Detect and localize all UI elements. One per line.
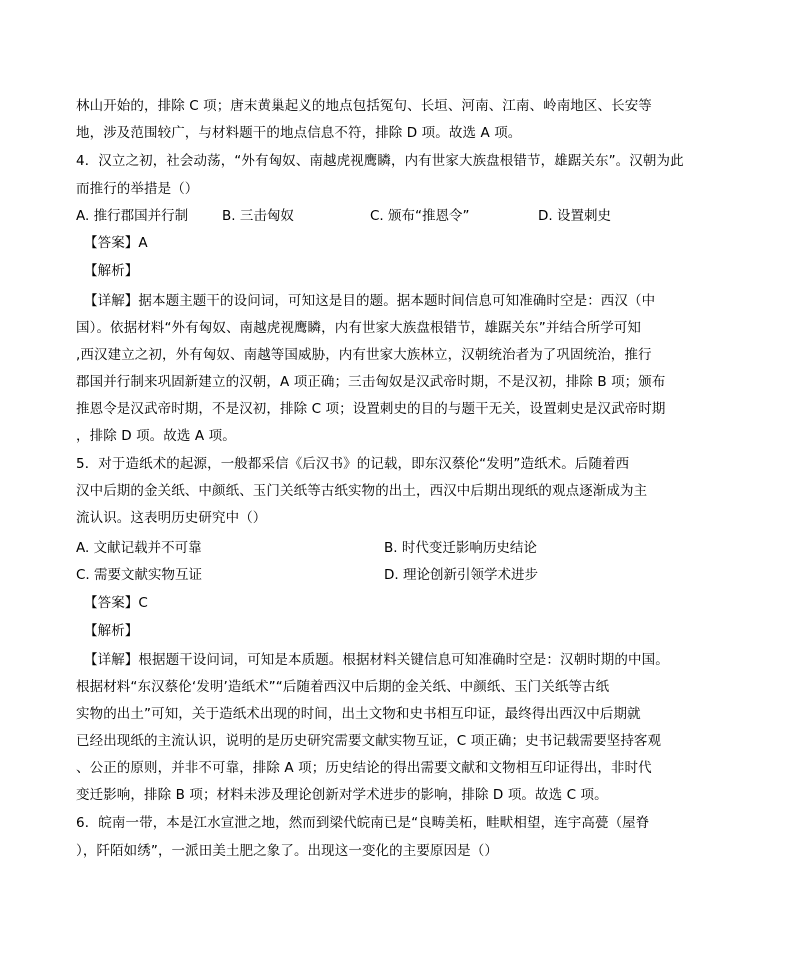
question-4-stem: 4．汉立之初，社会动荡，“外有匈奴、南越虎视鹰瞵，内有世家大族盘根错节，雄踞关东”。汉朝为此 <box>76 153 684 169</box>
question-6-stem: ），阡陌如绣”，一派田美土肥之象了。出现这一变化的主要原因是（） <box>76 843 498 859</box>
detail-line: 郡国并行制来巩固新建立的汉朝，A 项正确；三击匈奴是汉武帝时期，不是汉初，排除 B 项；颁布 <box>76 374 666 390</box>
option-b: B. 时代变迁影响历史结论 <box>384 540 537 556</box>
option-d: D. 设置刺史 <box>538 208 611 224</box>
analysis-label: 【解析】 <box>84 263 139 279</box>
detail-line: 已经出现纸的主流认识，说明的是历史研究需要文献实物互证，C 项正确；史书记载需要坚持客观 <box>76 733 662 749</box>
detail-line: 、公正的原则，并非不可靠，排除 A 项；历史结论的得出需要文献和文物相互印证得出，非时代 <box>76 760 652 776</box>
detail-line: 推恩令是汉武帝时期，不是汉初，排除 C 项；设置刺史的目的与题干无关，设置刺史是汉武帝时期 <box>76 401 666 417</box>
question-5-stem: 汉中后期的金关纸、中颜纸、玉门关纸等古纸实物的出土，西汉中后期出现纸的观点逐渐成为主 <box>76 483 648 499</box>
text-line: 林山开始的，排除 C 项；唐末黄巢起义的地点包括冤句、长垣、河南、江南、岭南地区、长安等 <box>76 98 652 114</box>
analysis-label: 【解析】 <box>84 623 139 639</box>
option-b: B. 三击匈奴 <box>222 208 294 224</box>
question-5-stem: 流认识。这表明历史研究中（） <box>76 510 267 526</box>
option-c: C. 需要文献实物互证 <box>76 567 203 583</box>
detail-line: ,西汉建立之初，外有匈奴、南越等国威胁，内有世家大族林立，汉朝统治者为了巩固统治，推行 <box>76 347 652 363</box>
question-6-stem: 6．皖南一带，本是江水宣泄之地，然而到梁代皖南已是“良畴美柘，畦畎相望，连宇高甍（屋脊 <box>76 815 650 831</box>
answer-label: 【答案】C <box>84 595 148 611</box>
detail-line: 实物的出土”可知，关于造纸术出现的时间，出土文物和史书相互印证，最终得出西汉中后期就 <box>76 706 641 722</box>
option-d: D. 理论创新引领学术进步 <box>384 567 538 583</box>
detail-line: ，排除 D 项。故选 A 项。 <box>76 428 236 444</box>
detail-line: 根据材料“东汉蔡伦‘发明’造纸术”“后随着西汉中后期的金关纸、中颜纸、玉门关纸等古纸 <box>76 679 610 695</box>
detail-line: 国）。依据材料“外有匈奴、南越虎视鹰瞵，内有世家大族盘根错节，雄踞关东”并结合所学可知 <box>76 320 642 336</box>
detail-line: 变迁影响，排除 B 项；材料未涉及理论创新对学术进步的影响，排除 D 项。故选 C 项。 <box>76 787 608 803</box>
question-5-stem: 5．对于造纸术的起源，一般都采信《后汉书》的记载，即东汉蔡伦“发明”造纸术。后随着西 <box>76 456 630 472</box>
option-c: C. 颁布“推恩令” <box>370 208 470 224</box>
detail-line: 【详解】根据题干设问词，可知是本质题。根据材料关键信息可知准确时空是：汉朝时期的中国。 <box>84 652 669 668</box>
option-a: A. 文献记载并不可靠 <box>76 540 202 556</box>
detail-line: 【详解】据本题主题干的设问词，可知这是目的题。据本题时间信息可知准确时空是：西汉（中 <box>84 293 656 309</box>
question-4-stem: 而推行的举措是（） <box>76 181 199 197</box>
option-a: A. 推行郡国并行制 <box>76 208 189 224</box>
text-line: 地，涉及范围较广，与材料题干的地点信息不符，排除 D 项。故选 A 项。 <box>76 125 522 141</box>
answer-label: 【答案】A <box>84 235 148 251</box>
